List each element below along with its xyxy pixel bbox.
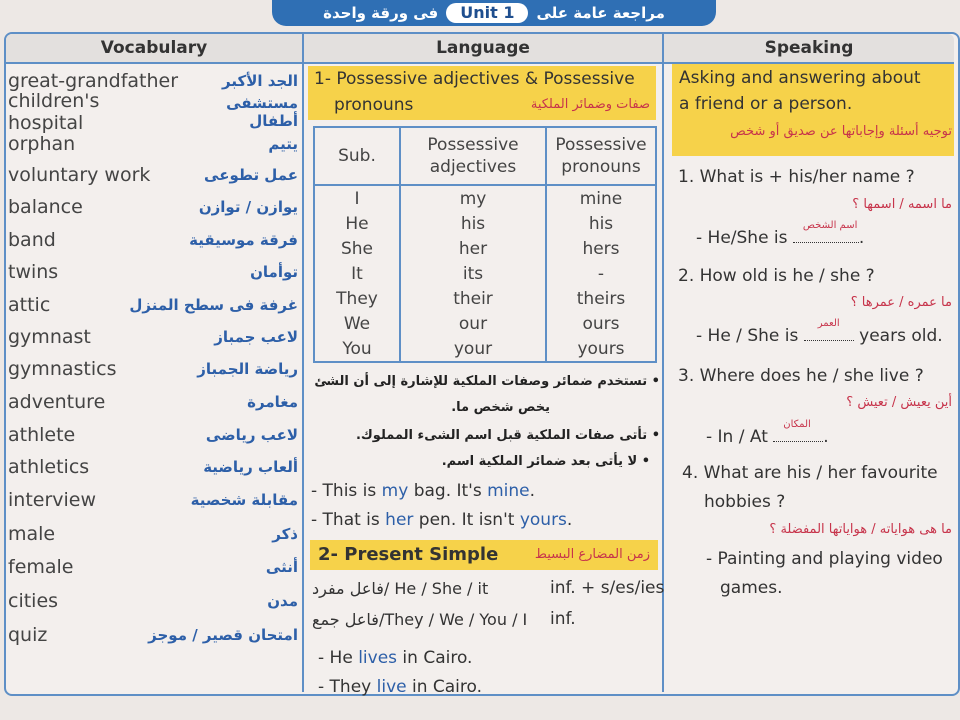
- vocab-item: children's hospital مستشفى أطفال: [8, 90, 298, 134]
- vocab-item: attic غرفة فى سطح المنزل: [8, 294, 298, 316]
- usage-note: • تستخدم ضمائر وصفات الملكية للإشارة إلى أن الشئ: [314, 374, 660, 389]
- vocab-item: orphan يتيم: [8, 133, 298, 155]
- speaking-question: 4. What are his / her favourite: [682, 463, 938, 483]
- vocab-item: twins توأمان: [8, 261, 298, 283]
- vocab-item: athletics ألعاب رياضية: [8, 456, 298, 478]
- vocab-item: balance يوازن / توازن: [8, 196, 298, 218]
- possessive-table: [313, 126, 657, 363]
- language-header: Language: [304, 34, 662, 64]
- speaking-question: 2. How old is he / she ?: [678, 266, 875, 286]
- present-simple-form: inf. + s/es/ies: [550, 578, 665, 598]
- table-row: It its -: [314, 261, 656, 286]
- vocabulary-header: Vocabulary: [6, 34, 302, 64]
- vocab-item: voluntary work عمل تطوعى: [8, 164, 298, 186]
- speaking-question: hobbies ?: [704, 492, 786, 512]
- banner-arabic-before: مراجعة عامة على: [536, 4, 665, 22]
- table-header: Sub.: [314, 127, 400, 185]
- present-simple-form: inf.: [550, 609, 576, 629]
- usage-note: • لا يأتى بعد ضمائر الملكية اسم.: [441, 454, 650, 469]
- speaking-answer: - He / She is العمر years old.: [696, 318, 943, 346]
- table-row: We our ours: [314, 311, 656, 336]
- speaking-answer: games.: [720, 578, 783, 598]
- unit-label: Unit 1: [446, 3, 528, 23]
- table-header: Possessive pronouns: [546, 127, 656, 185]
- vocab-item: gymnast لاعب جمباز: [8, 326, 298, 348]
- vocab-item: interview مقابلة شخصية: [8, 489, 298, 511]
- vocab-item: female أنثى: [8, 556, 298, 578]
- example-sentence: - This is my bag. It's mine.: [311, 481, 536, 501]
- title-banner: [272, 0, 716, 26]
- usage-note: • تأتى صفات الملكية قبل اسم الشىء المملوك.: [355, 428, 660, 443]
- vocab-item: athlete لاعب رياضى: [8, 424, 298, 446]
- speaking-answer: - Painting and playing video: [706, 549, 943, 569]
- table-header: Possessive adjectives: [400, 127, 546, 185]
- table-row: They their theirs: [314, 286, 656, 311]
- speaking-title: Asking and answering about a friend or a person. توجيه أسئلة وإجاباتها عن صديق أو شخص: [672, 64, 954, 156]
- vocab-item: gymnastics رياضة الجمباز: [8, 358, 298, 380]
- present-simple-title: 2- Present Simple زمن المضارع البسيط: [310, 540, 658, 570]
- present-simple-rule: فاعل مفرد/ He / She / it: [312, 579, 489, 598]
- column-divider: [302, 34, 304, 692]
- vocab-item: adventure مغامرة: [8, 391, 298, 413]
- vocab-item: quiz امتحان قصير / موجز: [8, 624, 298, 646]
- table-row: I my mine: [314, 185, 656, 211]
- speaking-answer: - In / At المكان .: [706, 419, 829, 447]
- banner-arabic-after: فى ورقة واحدة: [323, 4, 439, 22]
- table-row: He his his: [314, 211, 656, 236]
- speaking-question-arabic: ما عمره / عمرها ؟: [850, 295, 952, 310]
- example-sentence: - He lives in Cairo.: [318, 648, 473, 668]
- speaking-question-arabic: ما اسمه / اسمها ؟: [852, 197, 952, 212]
- usage-note: يخص شخص ما.: [451, 400, 550, 415]
- speaking-question: 1. What is + his/her name ?: [678, 167, 915, 187]
- example-sentence: - That is her pen. It isn't yours.: [311, 510, 573, 530]
- speaking-header: Speaking: [664, 34, 954, 64]
- speaking-question-arabic: ما هى هواياته / هواياتها المفضلة ؟: [769, 522, 952, 537]
- table-row: She her hers: [314, 236, 656, 261]
- usage-notes: [308, 372, 660, 482]
- speaking-question-arabic: أين يعيش / تعيش ؟: [846, 395, 952, 410]
- example-sentence: - They live in Cairo.: [318, 677, 483, 697]
- table-row: You your yours: [314, 336, 656, 362]
- present-simple-rule: فاعل جمع/They / We / You / I: [312, 610, 528, 629]
- possessive-section-title: 1- Possessive adjectives & Possessive pronouns صفات وضمائر الملكية: [308, 66, 656, 120]
- vocab-item: male ذكر: [8, 523, 298, 545]
- vocab-item: cities مدن: [8, 590, 298, 612]
- speaking-question: 3. Where does he / she live ?: [678, 366, 924, 386]
- speaking-answer: - He/She is اسم الشخص .: [696, 220, 865, 248]
- vocab-item: band فرقة موسيقية: [8, 229, 298, 251]
- vocab-item: great-grandfather الجد الأكبر: [8, 70, 298, 92]
